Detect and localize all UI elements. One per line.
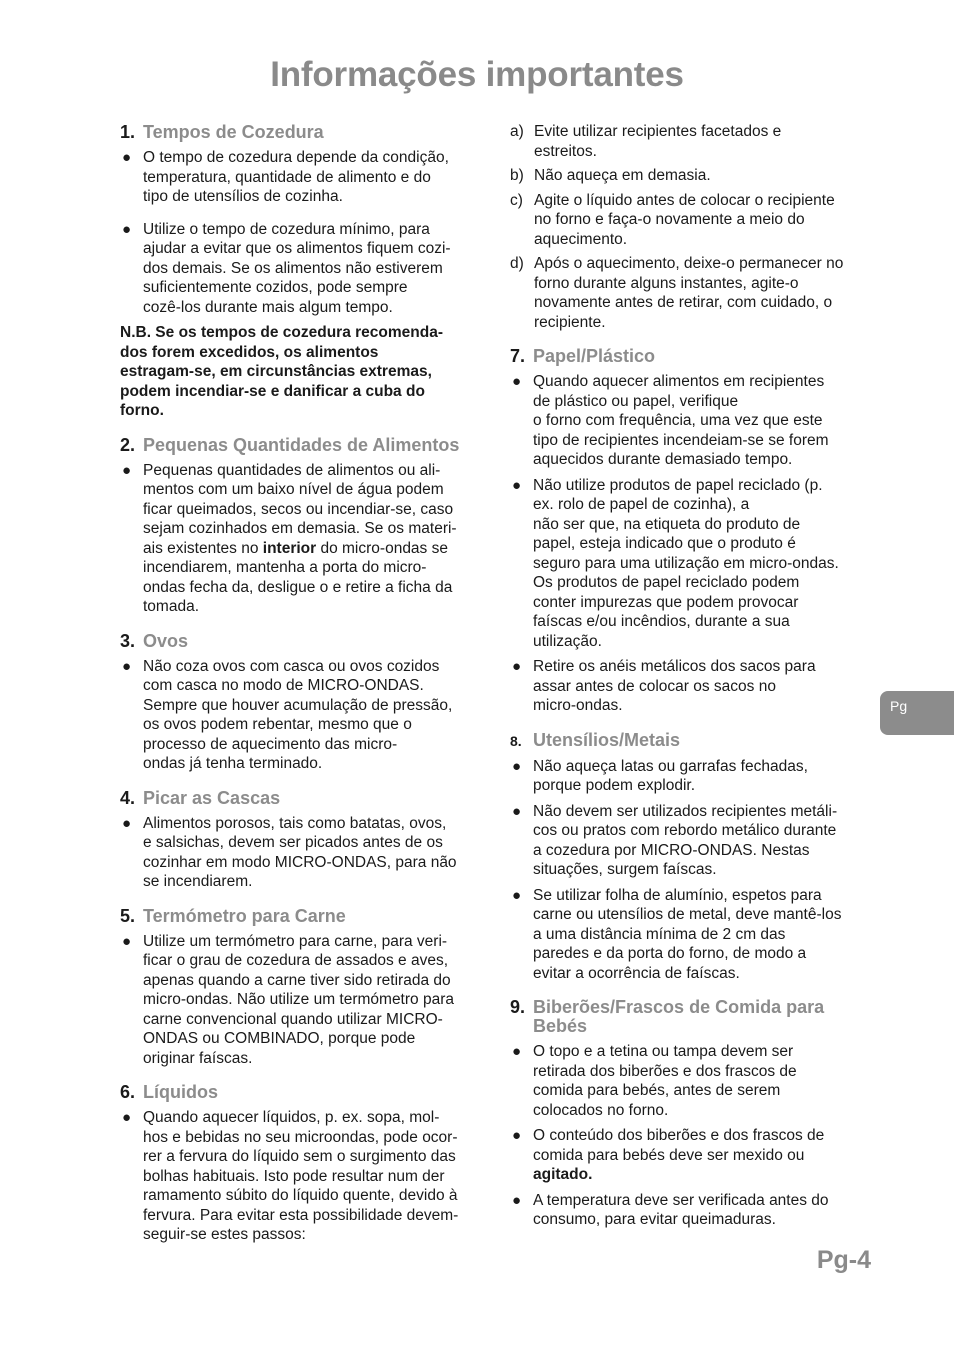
section-utensils-metals	[510, 730, 874, 984]
section-title: Picar as Cascas	[143, 787, 281, 808]
bullet-icon: ●	[512, 1191, 522, 1209]
section-number: 4.	[120, 787, 136, 808]
list-item: ● Não devem ser utilizados recipientes metáli- cos ou pratos com rebordo metálico durante a cozedura por MICRO-ONDAS. Nestas situações, surgem faíscas.	[512, 802, 838, 878]
page-number: Pg-4	[816, 1246, 871, 1274]
section-title: Pequenas Quantidades de Alimentos	[143, 434, 460, 455]
bullet-list	[510, 757, 874, 984]
bullet-list	[120, 657, 488, 774]
section-number: 7.	[510, 346, 526, 366]
bullet-icon: ●	[122, 814, 132, 832]
section-number: 6.	[120, 1082, 136, 1102]
section-number: 9.	[510, 997, 526, 1017]
section-heading	[120, 122, 488, 142]
list-item: d) Após o aquecimento, deixe-o permanecer no forno durante alguns instantes, agite-o novamente antes de retirar, com cuidado, o recipiente.	[510, 255, 844, 331]
bullet-icon: ●	[512, 373, 522, 390]
section-title: Biberões/Frascos de Comida para Bebés	[533, 997, 825, 1036]
section-heading	[120, 435, 488, 455]
section-eggs	[120, 631, 488, 774]
section-number: 3.	[120, 630, 136, 651]
list-item: ● Utilize o tempo de cozedura mínimo, para ajudar a evitar que os alimentos fiquem cozi- dos demais. Se os alimentos não estiverem suficientemente cozidos, pode sempre cozê-los durante mais algum tempo.	[122, 220, 451, 316]
list-item: ● Pequenas quantidades de alimentos ou ali- mentos com um baixo nível de água podem ficar queimados, secos ou incendiar-se, caso sejam cozinhados em demasia. Se os materi- ais existentes no interior do micro-ondas se incendiarem, mantenha a porta do micro- ondas fecha da, desligue o e retire a ficha da tomada.	[122, 461, 457, 615]
bullet-icon: ●	[512, 1043, 522, 1060]
section-heading	[120, 788, 488, 808]
list-item: b) Não aqueça em demasia.	[510, 167, 711, 184]
section-number: 5.	[120, 905, 136, 926]
left-column	[120, 122, 488, 1259]
section-title: Ovos	[143, 630, 189, 651]
list-item: ● Quando aquecer alimentos em recipientes de plástico ou papel, verifique o forno com frequência, uma vez que este tipo de recipientes incendeiam-se se forem aquecidos durante demasiado tempo.	[512, 373, 829, 468]
bullet-icon: ●	[122, 1109, 132, 1126]
section-heading	[510, 730, 874, 751]
list-item: ● Utilize um termómetro para carne, para veri- ficar o grau de cozedura de assados e aves, apenas quando a carne tiver sido retirada do micro-ondas. Não utilize um termómetro para carne convencional quando utilizar MICRO- ONDAS ou COMBINADO, porque pode originar faíscas.	[122, 932, 454, 1067]
bullet-list	[120, 461, 488, 617]
section-title: Líquidos	[143, 1082, 218, 1102]
section-liquids	[120, 1082, 488, 1245]
bullet-icon: ●	[122, 657, 132, 675]
bullet-icon: ●	[122, 461, 132, 479]
section-title: Papel/Plástico	[533, 346, 656, 366]
section-heading	[120, 906, 488, 926]
bullet-icon: ●	[122, 149, 132, 166]
section-piercing-skins	[120, 788, 488, 892]
list-item: ● Não utilize produtos de papel reciclado (p. ex. rolo de papel de cozinha), a não ser que, na etiqueta do produto de papel, esteja indicado que o produto é seguro para uma utilização em micro-ondas. Os produtos de papel reciclado podem conter impurezas que podem provocar faíscas e/ou incêndios, durante a sua utilização.	[512, 476, 839, 650]
list-item: ● Não coza ovos com casca ou ovos cozidos com casca no modo de MICRO-ONDAS. Sempre que houver acumulação de pressão, os ovos podem rebentar, mesmo que o processo de aquecimento das micro- ondas já tenha terminado.	[122, 657, 453, 772]
section-number: 2.	[120, 434, 136, 455]
list-item: ● Quando aquecer líquidos, p. ex. sopa, mol- hos e bebidas no seu microondas, pode ocor- rer a fervura do líquido sem o surgimento das bolhas habituais. Isto pode resultar num der ramamento súbito do líquido quente, devido à fervura. Para evitar esta possibilidade devem- seguir-se estes passos:	[122, 1109, 459, 1243]
bullet-icon: ●	[512, 802, 522, 820]
bullet-icon: ●	[512, 757, 522, 775]
page-title: Informações importantes	[270, 55, 684, 94]
list-item: ● O topo e a tetina ou tampa devem ser retirada dos biberões e dos frascos de comida para bebés, antes de serem colocados no forno.	[512, 1043, 797, 1119]
bullet-icon: ●	[122, 932, 132, 950]
list-item: ● Se utilizar folha de alumínio, espetos para carne ou utensílios de metal, deve mantê-los a uma distância mínima de 2 cm das paredes e da porta do forno, de modo a evitar a ocorrência de faíscas.	[512, 886, 842, 982]
bullet-icon: ●	[512, 658, 522, 675]
list-item: a) Evite utilizar recipientes facetados e estreitos.	[510, 123, 782, 160]
section-small-quantities	[120, 435, 488, 617]
liquid-steps-list	[510, 122, 874, 332]
section-heading	[120, 631, 488, 651]
right-column	[510, 122, 874, 1244]
section-number: 8.	[510, 732, 522, 749]
section-baby-bottles	[510, 997, 874, 1230]
bullet-list	[120, 932, 488, 1069]
section-number: 1.	[120, 122, 136, 142]
section-title: Utensílios/Metais	[533, 729, 681, 750]
section-cooking-times	[120, 122, 488, 421]
bullet-icon: ●	[512, 476, 522, 494]
section-heading	[120, 1082, 488, 1102]
list-item: c) Agite o líquido antes de colocar o recipiente no forno e faça-o novamente a meio do aquecimento.	[510, 191, 835, 248]
list-item: ● A temperatura deve ser verificada antes do consumo, para evitar queimaduras.	[512, 1191, 829, 1228]
section-heading	[510, 346, 874, 366]
section-title: Tempos de Cozedura	[143, 122, 324, 142]
bullet-icon: ●	[512, 886, 522, 904]
bullet-list	[510, 372, 874, 716]
section-title: Termómetro para Carne	[143, 905, 346, 926]
list-item: ● O conteúdo dos biberões e dos frascos de comida para bebés deve ser mexido ou agitado.	[512, 1127, 825, 1183]
list-item: ● Alimentos porosos, tais como batatas, ovos, e salsichas, devem ser picados antes de os cozinhar em modo MICRO-ONDAS, para não se incendiarem.	[122, 814, 457, 890]
bullet-list	[120, 814, 488, 892]
bullet-icon: ●	[512, 1127, 522, 1144]
section-heading	[510, 997, 874, 1036]
language-tab: Pg	[880, 691, 954, 735]
list-item: ● Retire os anéis metálicos dos sacos para assar antes de colocar os sacos no micro-ondas.	[512, 658, 816, 714]
bullet-list	[120, 1108, 488, 1245]
bullet-list	[120, 148, 488, 317]
list-item: ● Não aqueça latas ou garrafas fechadas, porque podem explodir.	[512, 757, 808, 794]
bullet-icon: ●	[122, 220, 132, 238]
bullet-list	[510, 1042, 874, 1230]
list-item: ● O tempo de cozedura depende da condição, temperatura, quantidade de alimento e do tipo de utensílios de cozinha.	[122, 149, 449, 205]
warning-note: N.B. Se os tempos de cozedura recomenda- dos forem excedidos, os alimentos estragam-se, em circunstâncias extremas, podem incendiar-se e danificar a cuba do forno.	[120, 324, 444, 419]
section-paper-plastic	[510, 346, 874, 716]
section-meat-thermometer	[120, 906, 488, 1069]
